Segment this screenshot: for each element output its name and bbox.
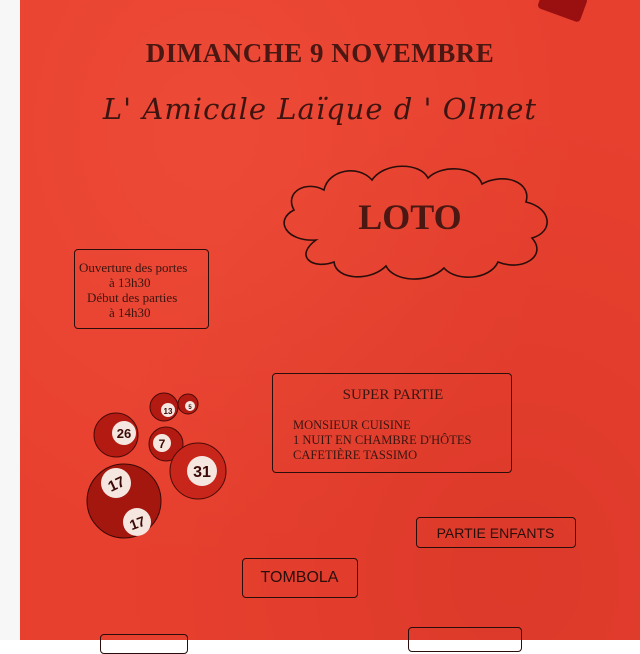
cropped-box-left <box>100 634 188 654</box>
tombola-label: TOMBOLA <box>260 569 339 586</box>
bingo-ball-5 <box>178 394 198 414</box>
bingo-balls-illustration <box>82 385 242 545</box>
event-title: LOTO <box>358 197 462 237</box>
hours-line-start: Début des parties <box>87 290 178 305</box>
hours-line-start-time: à 14h30 <box>109 305 151 320</box>
ball-number-5: 5 <box>188 405 192 411</box>
super-partie-box <box>272 373 512 473</box>
prize-item: 1 NUIT EN CHAMBRE D'HÔTES <box>293 433 472 447</box>
bingo-ball-31 <box>170 443 226 499</box>
partie-enfants-box <box>416 517 576 548</box>
corner-decoration <box>537 0 588 23</box>
ball-number-26: 26 <box>116 426 132 441</box>
ball-number-7: 7 <box>158 437 166 451</box>
bingo-ball-13 <box>150 393 178 421</box>
opening-hours-box <box>74 249 209 329</box>
bingo-ball-17-large <box>87 464 161 538</box>
ball-number-17-bottom: 17 <box>127 512 148 534</box>
event-date: DIMANCHE 9 NOVEMBRE <box>145 38 495 68</box>
organizer-name: L' Amicale Laïque d ' Olmet <box>102 92 538 126</box>
ball-number-13: 13 <box>163 407 173 416</box>
prize-item: MONSIEUR CUISINE <box>293 418 411 432</box>
super-partie-title: SUPER PARTIE <box>342 387 444 403</box>
prize-item: CAFETIÈRE TASSIMO <box>293 448 418 462</box>
hours-line-opening: Ouverture des portes <box>79 260 188 275</box>
partie-enfants-label: PARTIE ENFANTS <box>436 525 555 541</box>
tombola-box <box>242 558 358 598</box>
ball-number-31: 31 <box>193 464 211 481</box>
ball-number-17-top: 17 <box>105 473 128 496</box>
hours-line-opening-time: à 13h30 <box>109 275 151 290</box>
bingo-ball-26 <box>94 413 138 457</box>
